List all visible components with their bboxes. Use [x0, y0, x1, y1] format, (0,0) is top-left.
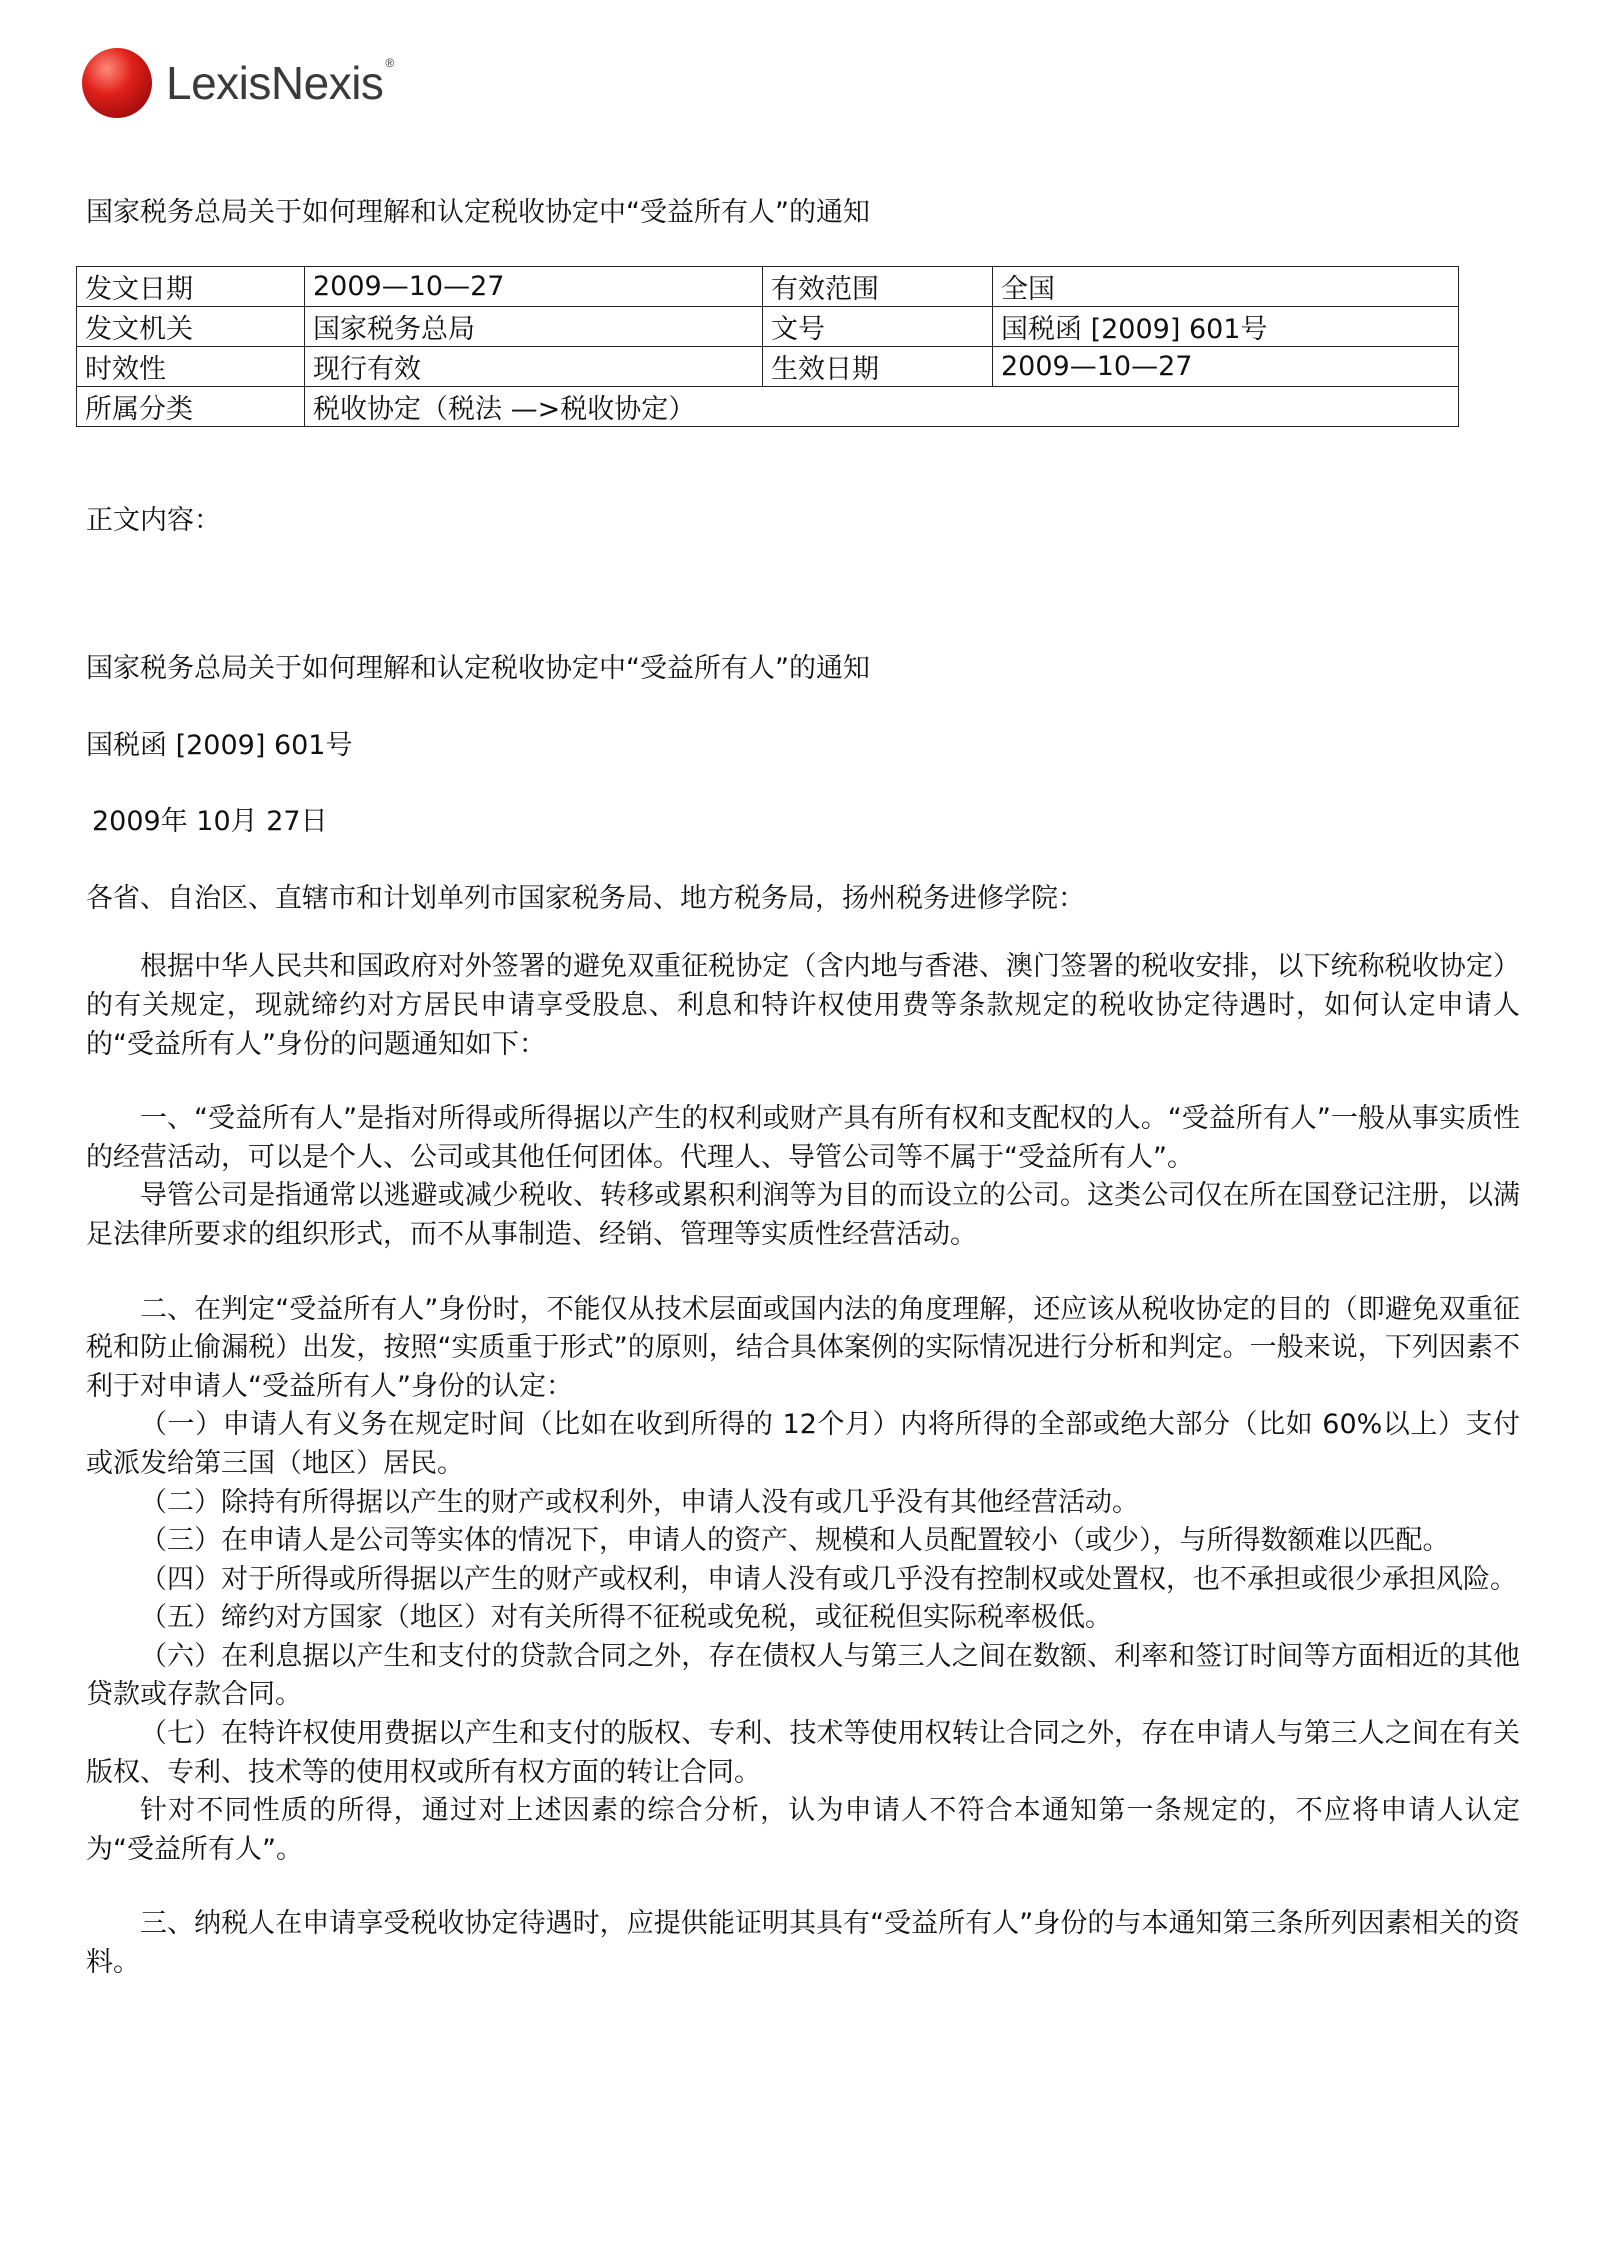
- registered-mark: ®: [385, 56, 394, 70]
- section-1-paragraph: 一、“受益所有人”是指对所得或所得据以产生的权利或财产具有所有权和支配权的人。“受益所有人”一般从事实质性的经营活动，可以是个人、公司或其他任何团体。代理人、导管公司等不属于“受益所有人”。: [86, 1103, 1520, 1173]
- logo-text: LexisNexis: [166, 57, 384, 109]
- section-3-paragraph: 三、纳税人在申请享受税收协定待遇时，应提供能证明其具有“受益所有人”身份的与本通知第三条所列因素相关的资料。: [86, 1908, 1520, 1979]
- section-2-item-7: （七）在特许权使用费据以产生和支付的版权、专利、技术等使用权转让合同之外，存在申请人与第三人之间在有关版权、专利、技术等的使用权或所有权方面的转让合同。: [86, 1718, 1520, 1788]
- body-title: 国家税务总局关于如何理解和认定税收协定中“受益所有人”的通知: [86, 653, 870, 684]
- meta-value: 2009—10—27: [993, 347, 1459, 387]
- logo-wordmark: [166, 56, 394, 110]
- section-2-item-1: （一）申请人有义务在规定时间（比如在收到所得的 12个月）内将所得的全部或绝大部分（比如 60%以上）支付或派发给第三国（地区）居民。: [86, 1409, 1520, 1479]
- document-title: 国家税务总局关于如何理解和认定税收协定中“受益所有人”的通知: [86, 197, 870, 228]
- meta-label: 有效范围: [763, 267, 993, 307]
- table-row: [77, 347, 1459, 387]
- lexisnexis-globe-icon: [82, 48, 152, 118]
- section-2-item-3: （三）在申请人是公司等实体的情况下，申请人的资产、规模和人员配置较小（或少），与所得数额难以匹配。: [140, 1525, 1450, 1557]
- meta-label: 生效日期: [763, 347, 993, 387]
- meta-value: 税收协定（税法 —>税收协定）: [305, 387, 1459, 427]
- issue-date: 2009年 10月 27日: [92, 806, 328, 838]
- section-2-item-4: （四）对于所得或所得据以产生的财产或权利，申请人没有或几乎没有控制权或处置权，也不承担或很少承担风险。: [140, 1563, 1517, 1595]
- body-content-label: 正文内容：: [86, 505, 221, 536]
- meta-value: 国家税务总局: [305, 307, 763, 347]
- lexisnexis-logo: [82, 48, 394, 118]
- meta-value: 2009—10—27: [305, 267, 763, 307]
- table-row: [77, 307, 1459, 347]
- meta-label: 发文机关: [77, 307, 305, 347]
- table-row: [77, 387, 1459, 427]
- intro-paragraph: 根据中华人民共和国政府对外签署的避免双重征税协定（含内地与香港、澳门签署的税收安排，以下统称税收协定）的有关规定，现就缔约对方居民申请享受股息、利息和特许权使用费等条款规定的税收协定待遇时，如何认定申请人的“受益所有人”身份的问题通知如下：: [86, 951, 1520, 1060]
- meta-label: 所属分类: [77, 387, 305, 427]
- section-2-conclusion: 针对不同性质的所得，通过对上述因素的综合分析，认为申请人不符合本通知第一条规定的，不应将申请人认定为“受益所有人”。: [86, 1795, 1520, 1865]
- document-body: [86, 650, 1520, 1983]
- section-2-item-6: （六）在利息据以产生和支付的贷款合同之外，存在债权人与第三人之间在数额、利率和签订时间等方面相近的其他贷款或存款合同。: [86, 1640, 1520, 1711]
- metadata-table: [76, 266, 1459, 427]
- meta-value: 国税函 [2009] 601号: [993, 307, 1459, 347]
- section-2-paragraph: 二、在判定“受益所有人”身份时，不能仅从技术层面或国内法的角度理解，还应该从税收协定的目的（即避免双重征税和防止偷漏税）出发，按照“实质重于形式”的原则，结合具体案例的实际情况进行分析和判定。一般来说，下列因素不利于对申请人“受益所有人”身份的认定：: [86, 1293, 1520, 1402]
- table-row: [77, 267, 1459, 307]
- meta-value: 现行有效: [305, 347, 763, 387]
- section-2-item-2: （二）除持有所得据以产生的财产或权利外，申请人没有或几乎没有其他经营活动。: [140, 1486, 1139, 1518]
- meta-value: 全国: [993, 267, 1459, 307]
- meta-label: 发文日期: [77, 267, 305, 307]
- addressee: 各省、自治区、直辖市和计划单列市国家税务局、地方税务局，扬州税务进修学院：: [86, 882, 1085, 914]
- meta-label: 时效性: [77, 347, 305, 387]
- section-2-item-5: （五）缔约对方国家（地区）对有关所得不征税或免税，或征税但实际税率极低。: [140, 1602, 1112, 1634]
- meta-label: 文号: [763, 307, 993, 347]
- document-number: 国税函 [2009] 601号: [86, 729, 353, 761]
- section-1-conduit-paragraph: 导管公司是指通常以逃避或减少税收、转移或累积利润等为目的而设立的公司。这类公司仅在所在国登记注册，以满足法律所要求的组织形式，而不从事制造、经销、管理等实质性经营活动。: [86, 1180, 1520, 1250]
